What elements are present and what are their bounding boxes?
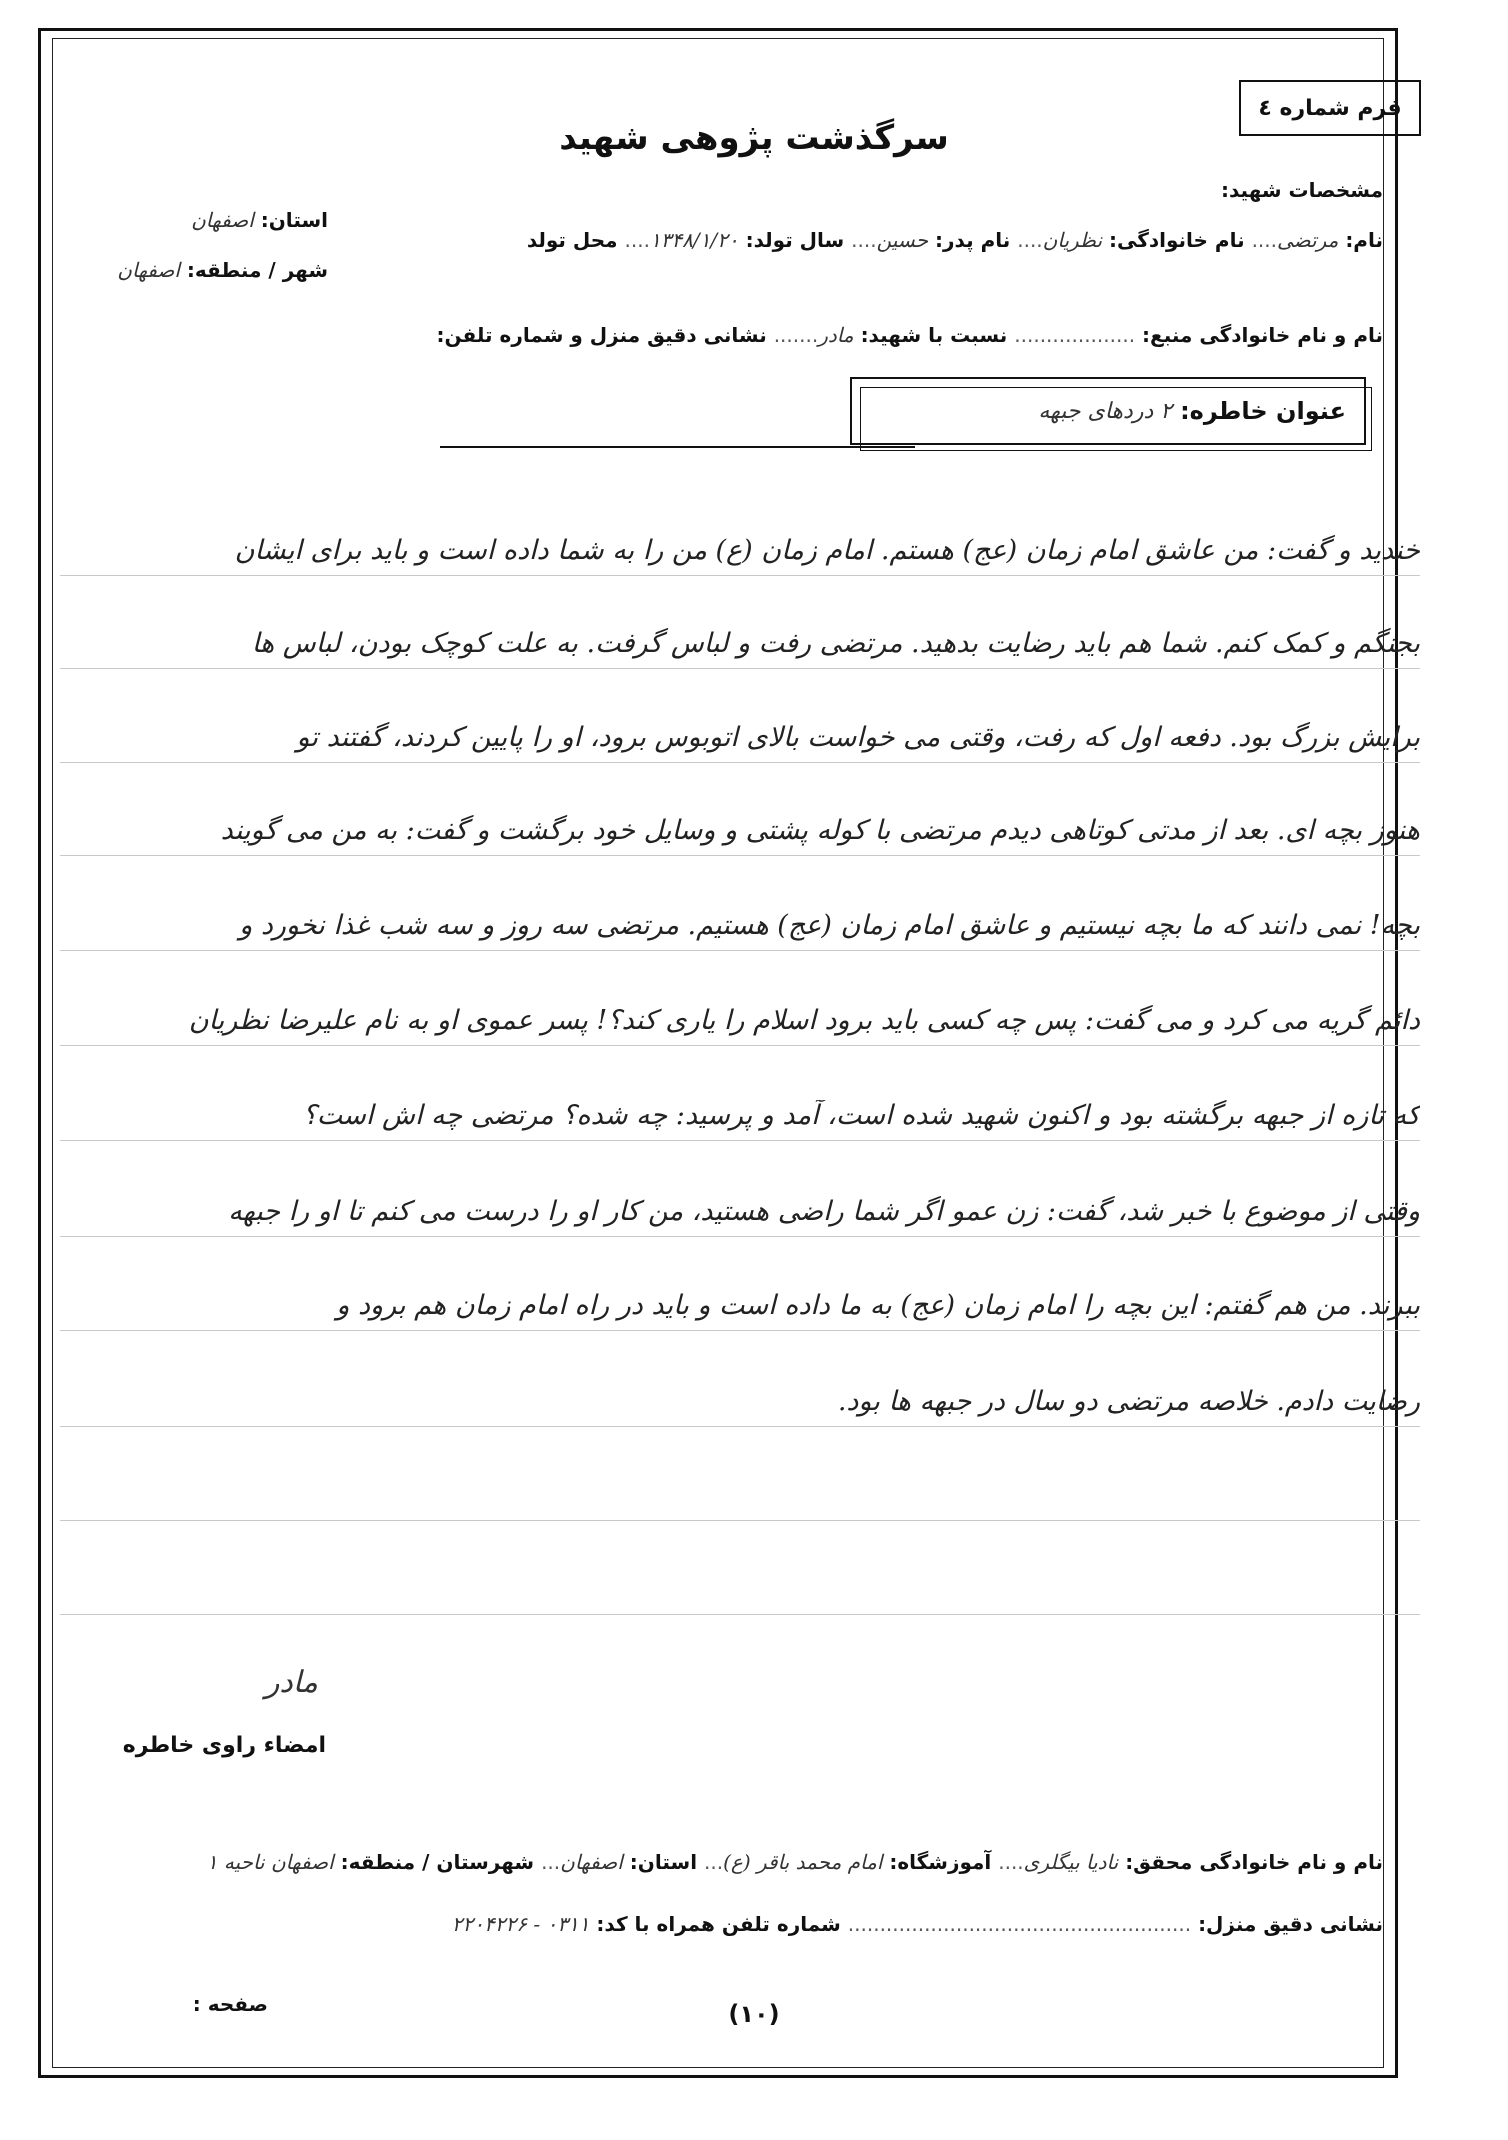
researcher-city-value: اصفهان ناحیه ۱ [206,1850,334,1874]
researcher-address-label: نشانی دقیق منزل: [1198,1912,1383,1936]
province-label: استان: [260,208,328,232]
memory-text-line-8: وقتی از موضوع با خبر شد، گفت: زن عمو اگر شما راضی هستید، من کار او را درست می کنم تا او را جبهه [228,1196,1420,1227]
name-label: نام: [1345,228,1383,252]
school-value: امام محمد باقر (ع) [723,1850,883,1874]
ruled-line [60,762,1420,763]
page-number: (۱۰) [728,2000,780,2028]
ruled-line [60,1520,1420,1521]
martyr-info-row: نام: مرتضی.... نام خانوادگی: نظریان.... نام پدر: حسین.... سال تولد: ۱۳۴۸/۱/۲۰.... محل تولد [526,228,1383,252]
page-title: سرگذشت پژوهی شهید [559,118,949,158]
ruled-line [60,1426,1420,1427]
memory-title-label: عنوان خاطره: [1180,397,1346,425]
province-value: اصفهان [191,208,254,232]
ruled-line [60,668,1420,669]
header-rule [440,446,915,448]
ruled-line [60,575,1420,576]
source-name-label: نام و نام خانوادگی منبع: [1142,323,1383,347]
page-label: صفحه : [192,1992,268,2016]
relation-label: نسبت با شهید: [860,323,1008,347]
school-label: آموزشگاه: [889,1850,992,1874]
researcher-province-value: اصفهان [560,1850,623,1874]
researcher-phone-value: ۰۳۱۱ - ۲۲۰۴۲۲۶ [451,1912,590,1936]
ruled-line [60,1330,1420,1331]
researcher-city-label: شهرستان / منطقه: [340,1850,535,1874]
father-value: حسین [876,228,929,252]
memory-text-line-2: بجنگم و کمک کنم. شما هم باید رضایت بدهید. مرتضی رفت و لباس گرفت. به علت کوچک بودن، لباس ها [251,628,1420,659]
province-row [191,208,328,232]
signature-label: امضاء راوی خاطره [122,1733,326,1758]
researcher-phone-label: شماره تلفن همراه با کد: [596,1912,841,1936]
memory-text-line-5: بچه! نمی دانند که ما بچه نیستیم و عاشق امام زمان (عج) هستیم. مرتضی سه روز و سه شب غذا نخورد و [239,910,1420,941]
memory-text-line-3: برایش بزرگ بود. دفعه اول که رفت، وقتی می خواست بالای اتوبوس برود، او را پایین کردند، گفتند تو [296,722,1420,753]
memory-title-value: ۲ دردهای جبهه [1038,398,1173,424]
birth-place-label: محل تولد [526,228,618,252]
martyr-header: مشخصات شهید: [1220,178,1383,202]
address-phone-label: نشانی دقیق منزل و شماره تلفن: [436,323,767,347]
form-number-box: فرم شماره ٤ [1239,80,1421,136]
memory-text-line-10: رضایت دادم. خلاصه مرتضی دو سال در جبهه ها بود. [837,1386,1420,1417]
city-value: اصفهان [117,258,180,282]
ruled-line [60,855,1420,856]
family-label: نام خانوادگی: [1109,228,1245,252]
ruled-line [60,1614,1420,1615]
memory-text-line-6: دائم گریه می کرد و می گفت: پس چه کسی باید برود اسلام را یاری کند؟! پسر عموی او به نام علیرضا نظریان [188,1005,1420,1036]
ruled-line [60,950,1420,951]
memory-text-line-9: ببرند. من هم گفتم: این بچه را امام زمان (عج) به ما داده است و باید در راه امام زمان هم برود و [336,1290,1420,1321]
researcher-name-value: نادیا بیگلری [1023,1850,1119,1874]
ruled-line [60,1236,1420,1237]
ruled-line [60,1045,1420,1046]
birth-year-label: سال تولد: [745,228,845,252]
memory-text-line-1: خندید و گفت: من عاشق امام زمان (عج) هستم. امام زمان (ع) من را به شما داده است و باید برای ایشان [234,535,1420,566]
source-row: نام و نام خانوادگی منبع: ................... نسبت با شهید: مادر....... نشانی دقیق منزل و شماره تلفن: [436,323,1383,347]
name-value: مرتضی [1277,228,1339,252]
signature-name: مادر [264,1665,318,1700]
memory-text-line-7: که تازه از جبهه برگشته بود و اکنون شهید شده است، آمد و پرسید: چه شده؟ مرتضی چه اش است؟ [302,1100,1420,1131]
city-label: شهر / منطقه: [186,258,328,282]
family-value: نظریان [1042,228,1103,252]
researcher-name-label: نام و نام خانوادگی محقق: [1125,1850,1383,1874]
city-row [117,258,328,282]
relation-value: مادر [818,323,854,347]
researcher-province-label: استان: [629,1850,698,1874]
birth-year-value: ۱۳۴۸/۱/۲۰ [649,228,739,252]
ruled-line [60,1140,1420,1141]
memory-text-line-4: هنوز بچه ای. بعد از مدتی کوتاهی دیدم مرتضی با کوله پشتی و وسایل خود برگشت و گفت: به من می گویند [220,815,1420,846]
father-label: نام پدر: [935,228,1011,252]
memory-title-box [850,377,1366,445]
researcher-row: نام و نام خانوادگی محقق: نادیا بیگلری.... آموزشگاه: امام محمد باقر (ع)... استان: اصفهان... شهرستان / منطقه: اصفهان ناحیه ۱ [206,1850,1383,1874]
researcher-address-row: نشانی دقیق منزل: ...................................................... شماره تلفن همراه با کد: ۰۳۱۱ - ۲۲۰۴۲۲۶ [451,1912,1383,1936]
